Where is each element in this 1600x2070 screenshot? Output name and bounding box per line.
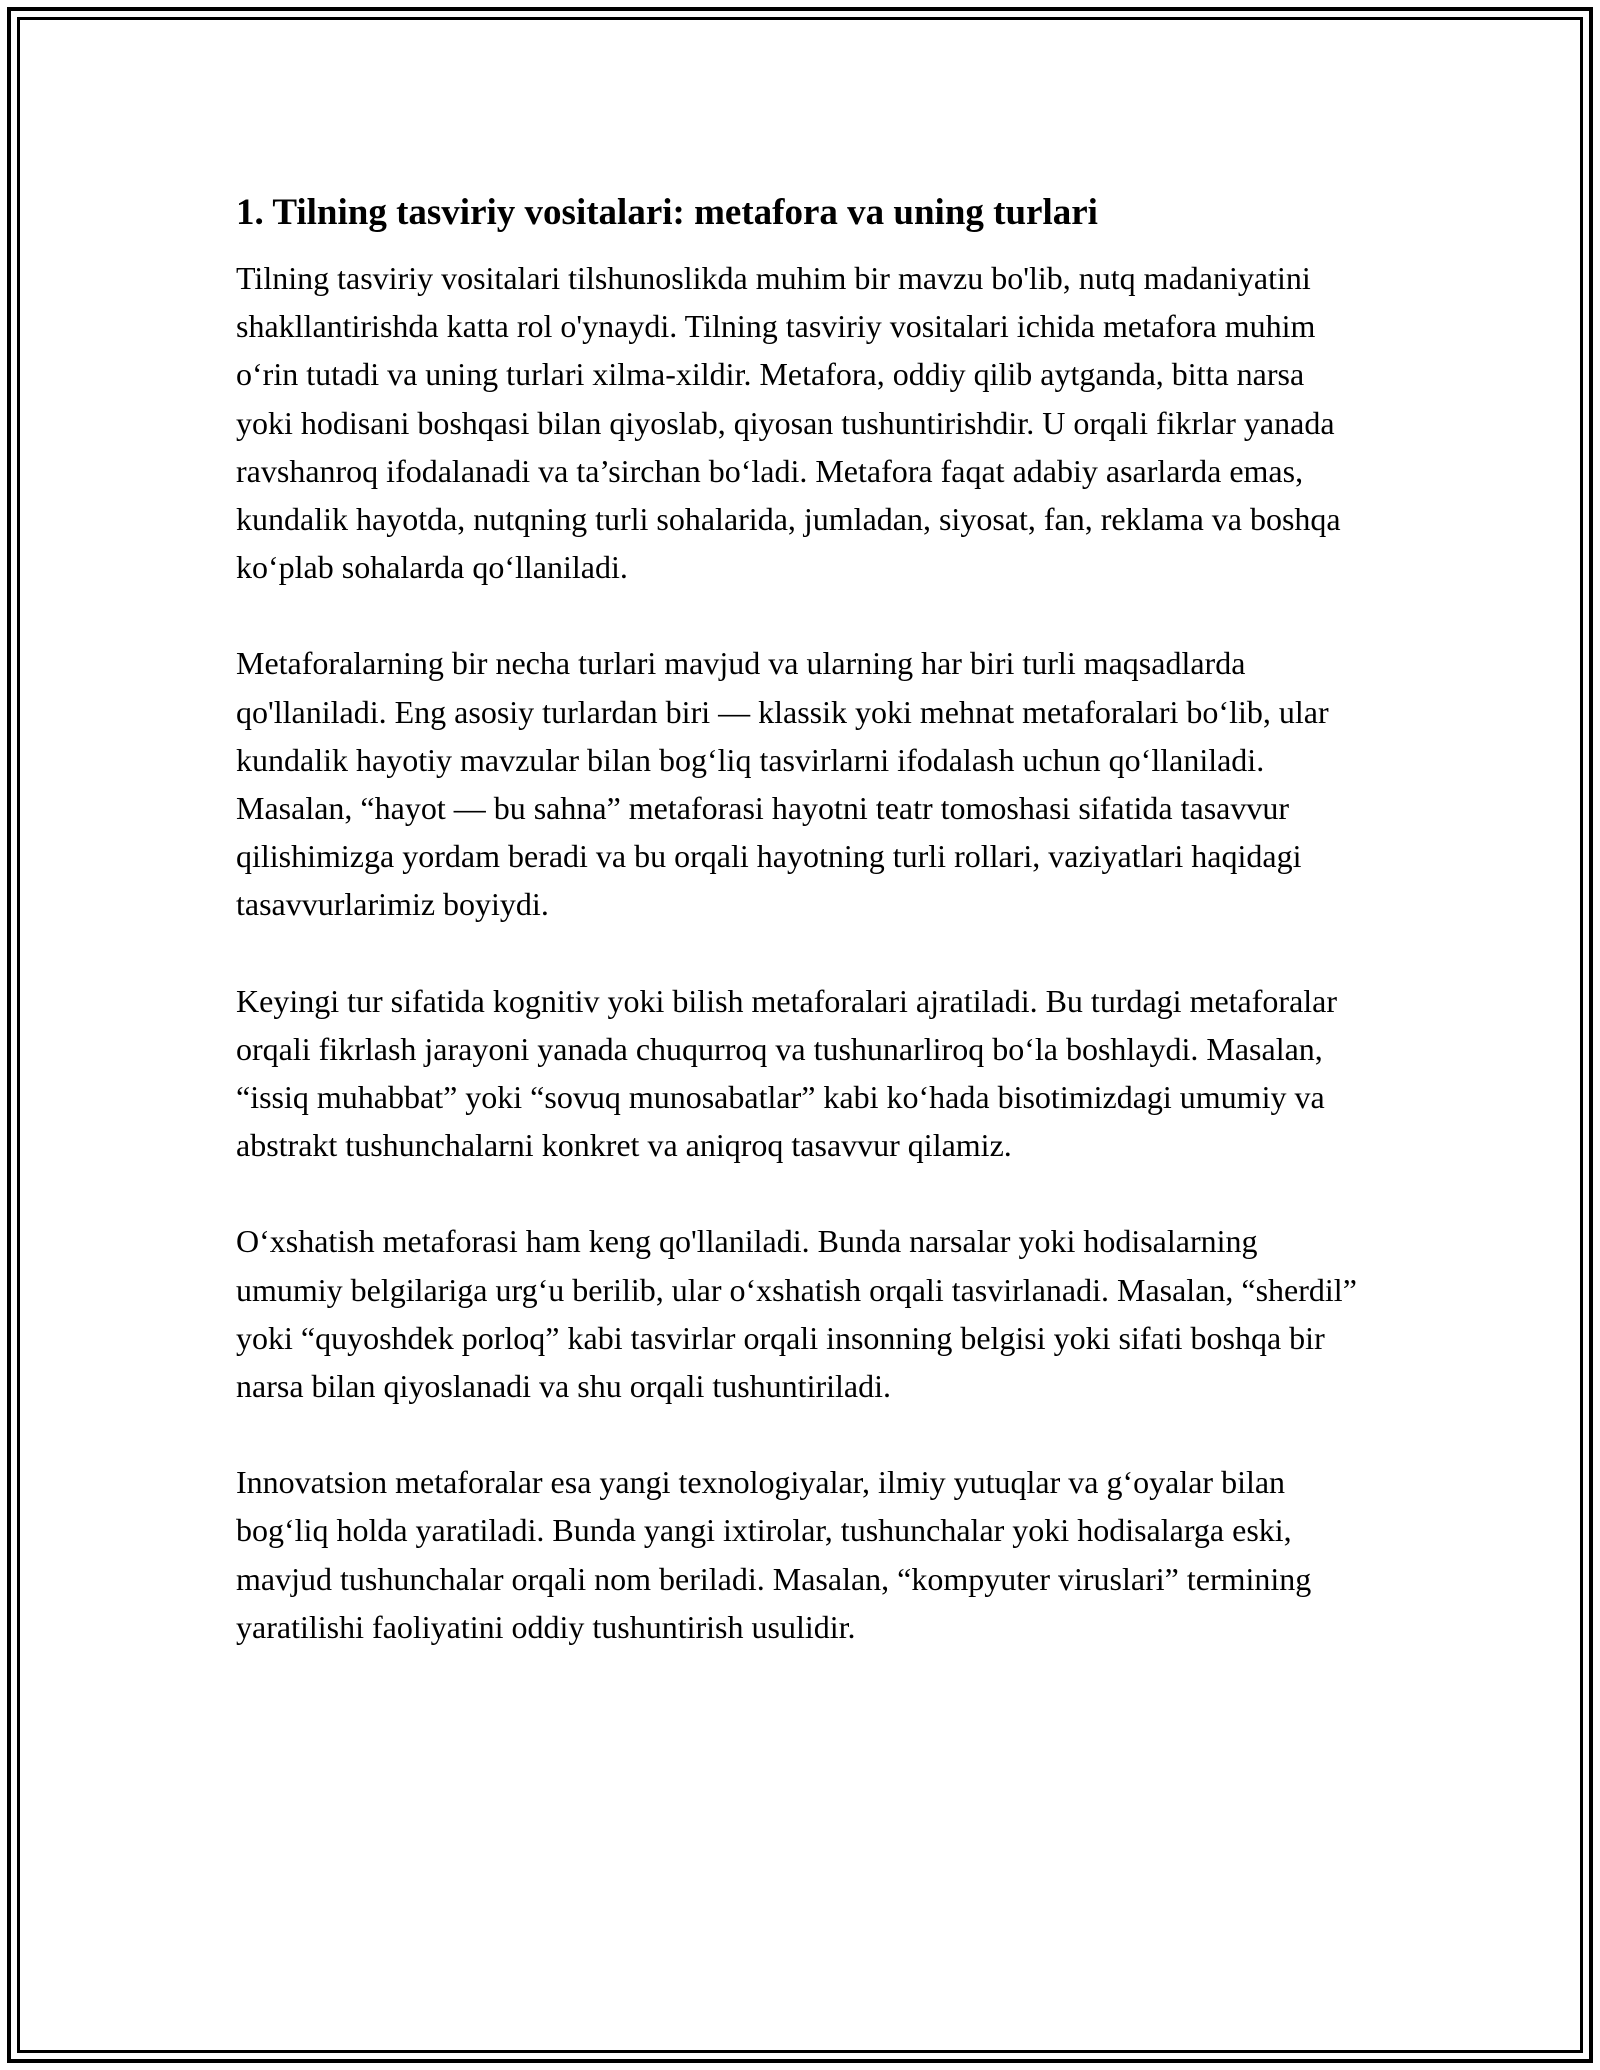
paragraph-intro: Tilning tasviriy vositalari tilshunoslikda muhim bir mavzu bo'lib, nutq madaniyatini shakllantirishda katta rol o'ynaydi. Tilning tasviriy vositalari ichida metafora muhim o‘rin tutadi va uning turlari xilma-xildir. Metafora, oddiy qilib aytganda, bitta narsa yoki hodisani boshqasi bilan qiyoslab, qiyosan tushuntirishdir. U orqali fikrlar yanada ravshanroq ifodalanadi va ta’sirchan bo‘ladi. Metafora faqat adabiy asarlarda emas, kundalik hayotda, nutqning turli sohalarida, jumladan, siyosat, fan, reklama va boshqa ko‘plab sohalarda qo‘llaniladi.	[236, 260, 1341, 586]
paragraph-simile-metaphors: O‘xshatish metaforasi ham keng qo'llaniladi. Bunda narsalar yoki hodisalarning umumiy belgilariga urg‘u berilib, ular o‘xshatish orqali tasvirlanadi. Masalan, “sherdil” yoki “quyoshdek porloq” kabi tasvirlar orqali insonning belgisi yoki sifati boshqa bir narsa bilan qiyoslanadi va shu orqali tushuntiriladi.	[236, 1223, 1357, 1405]
paragraph-innovative-metaphors: Innovatsion metaforalar esa yangi texnologiyalar, ilmiy yutuqlar va g‘oyalar bilan bog‘liq holda yaratiladi. Bunda yangi ixtirolar, tushunchalar yoki hodisalarga eski, mavjud tushunchalar orqali nom beriladi. Masalan, “kompyuter viruslari” termining yaratilishi faoliyatini oddiy tushuntirish usulidir.	[236, 1464, 1312, 1645]
paragraph-classic-metaphors: Metaforalarning bir necha turlari mavjud va ularning har biri turli maqsadlarda qo'llaniladi. Eng asosiy turlardan biri — klassik yoki mehnat metaforalari bo‘lib, ular kundalik hayotiy mavzular bilan bog‘liq tasvirlarni ifodalash uchun qo‘llaniladi. Masalan, “hayot — bu sahna” metaforasi hayotni teatr tomoshasi sifatida tasavvur qilishimizga yordam beradi va bu orqali hayotning turli rollari, vaziyatlari haqidagi tasavvurlarimiz boyiydi.	[236, 645, 1329, 923]
document-title: 1. Tilning tasviriy vositalari: metafora va uning turlari	[236, 192, 1098, 233]
paragraph-cognitive-metaphors: Keyingi tur sifatida kognitiv yoki bilish metaforalari ajratiladi. Bu turdagi metaforalar orqali fikrlash jarayoni yanada chuqurroq va tushunarliroq bo‘la boshlaydi. Masalan, “issiq muhabbat” yoki “sovuq munosabatlar” kabi ko‘hada bisotimizdagi umumiy va abstrakt tushunchalarni konkret va aniqroq tasavvur qilamiz.	[236, 982, 1338, 1164]
document-body	[236, 186, 1368, 1651]
